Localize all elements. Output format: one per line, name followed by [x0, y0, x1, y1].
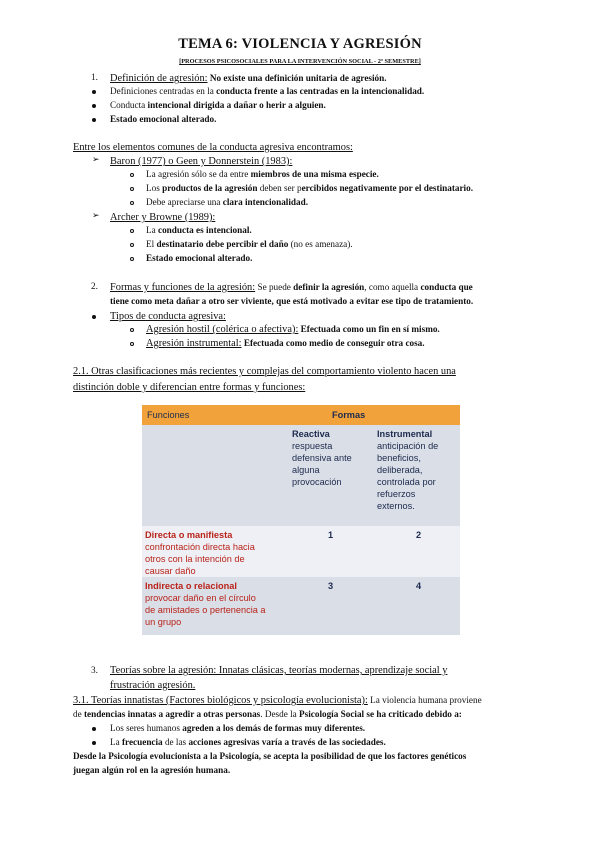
- definition-line: [110, 71, 387, 86]
- directa-cell: Directa o manifiesta confrontación directa hacia otros con la intención de causar daño: [145, 530, 255, 576]
- subsection-heading: 3.1. Teorías innatistas (Factores biológicos y psicología evolucionista):: [73, 695, 368, 706]
- arrow-bullet-icon: ➢: [92, 155, 100, 165]
- list-item: Agresión instrumental: Efectuada como medio de conseguir otra cosa.: [146, 338, 425, 349]
- forms-functions-table: [142, 405, 460, 635]
- formas-line: Formas y funciones de la agresión: Se puede definir la agresión, como aquella conducta que: [110, 282, 473, 293]
- cell-value: 4: [416, 581, 422, 591]
- list-item: Los productos de la agresión deben ser percibidos negativamente por el destinatario.: [146, 183, 473, 193]
- section-number: 3.: [91, 665, 98, 675]
- list-item: La frecuencia de las acciones agresivas varía a través de las sociedades.: [110, 737, 386, 747]
- subsection-heading-2: distinción doble y diferencian entre formas y funciones:: [73, 382, 306, 393]
- paragraph: Desde la Psicología evolucionista a la Psicología, se acepta la posibilidad de que los factores genéticos: [73, 751, 467, 761]
- section-heading: Formas y funciones de la agresión:: [110, 282, 256, 293]
- circle-bullet-icon: [130, 328, 134, 332]
- circle-bullet-icon: [130, 173, 134, 177]
- types-heading: Tipos de conducta agresiva:: [110, 311, 226, 322]
- bullet-icon: [92, 741, 96, 745]
- elements-heading: Entre los elementos comunes de la conducta agresiva encontramos:: [73, 142, 353, 153]
- paragraph-2: juegan algún rol en la agresión humana.: [73, 765, 231, 775]
- bullet-icon: [92, 90, 96, 94]
- list-item: Conducta intencional dirigida a dañar o herir a alguien.: [110, 100, 326, 110]
- section-number: 1.: [91, 72, 98, 82]
- definition-text: No existe una definición unitaria de agresión.: [209, 73, 387, 83]
- section-heading: Definición de agresión:: [110, 73, 208, 84]
- subsection-heading: 2.1. Otras clasificaciones más recientes y complejas del comportamiento violento hacen una: [73, 366, 456, 377]
- formas-line-2: tiene como meta dañar a otro ser viviente, que está motivado a evitar ese tipo de tratamiento.: [110, 296, 474, 306]
- indirecta-cell: Indirecta o relacional provocar daño en el círculo de amistades o pertenencia a un grupo: [145, 581, 266, 627]
- author-label: Baron (1977) o Geen y Donnerstein (1983):: [110, 156, 293, 167]
- list-item: Agresión hostil (colérica o afectiva): Efectuada como un fin en sí mismo.: [146, 324, 440, 335]
- list-item: Debe apreciarse una clara intencionalidad.: [146, 197, 309, 207]
- header-formas: Formas: [332, 410, 366, 420]
- header-funciones: Funciones: [147, 410, 190, 420]
- list-item: Los seres humanos agreden a los demás de formas muy diferentes.: [110, 723, 366, 733]
- reactiva-cell: Reactiva respuesta defensiva ante alguna provocación: [292, 429, 352, 487]
- innatistas-line-2: de tendencias innatas a agredir a otras personas. Desde la Psicología Social se ha criticado debido a:: [73, 709, 462, 719]
- page-title: TEMA 6: VIOLENCIA Y AGRESIÓN: [178, 36, 422, 52]
- section-heading-2: frustración agresión.: [110, 680, 196, 691]
- circle-bullet-icon: [130, 257, 134, 261]
- circle-bullet-icon: [130, 201, 134, 205]
- instrumental-cell: Instrumental anticipación de beneficios, deliberada, controlada por refuerzos externos.: [377, 429, 439, 511]
- list-item: Definiciones centradas en la conducta frente a las centradas en la intencionalidad.: [110, 86, 425, 96]
- list-item: Estado emocional alterado.: [146, 253, 253, 263]
- cell-value: 2: [416, 530, 422, 540]
- list-item: La agresión sólo se da entre miembros de una misma especie.: [146, 169, 379, 179]
- author-label: Archer y Browne (1989):: [110, 212, 216, 223]
- circle-bullet-icon: [130, 243, 134, 247]
- list-item: El destinatario debe percibir el daño (no es amenaza).: [146, 239, 353, 249]
- innatistas-line: 3.1. Teorías innatistas (Factores biológicos y psicología evolucionista): La violencia humana proviene: [73, 695, 482, 706]
- cell-value: 1: [328, 530, 334, 540]
- bullet-icon: [92, 727, 96, 731]
- bullet-icon: [92, 104, 96, 108]
- list-item: Estado emocional alterado.: [110, 114, 217, 124]
- page-subtitle: [PROCESOS PSICOSOCIALES PARA LA INTERVENCIÓN SOCIAL - 2º SEMESTRE]: [179, 58, 421, 65]
- bullet-icon: [92, 118, 96, 122]
- section-number: 2.: [91, 281, 98, 291]
- arrow-bullet-icon: ➢: [92, 211, 100, 221]
- bullet-icon: [92, 315, 96, 319]
- circle-bullet-icon: [130, 342, 134, 346]
- circle-bullet-icon: [130, 229, 134, 233]
- section-heading: Teorías sobre la agresión: Innatas clásicas, teorías modernas, aprendizaje social y: [110, 665, 448, 676]
- cell-value: 3: [328, 581, 334, 591]
- list-item: La conducta es intencional.: [146, 225, 252, 235]
- circle-bullet-icon: [130, 187, 134, 191]
- table-header-row: [142, 405, 460, 425]
